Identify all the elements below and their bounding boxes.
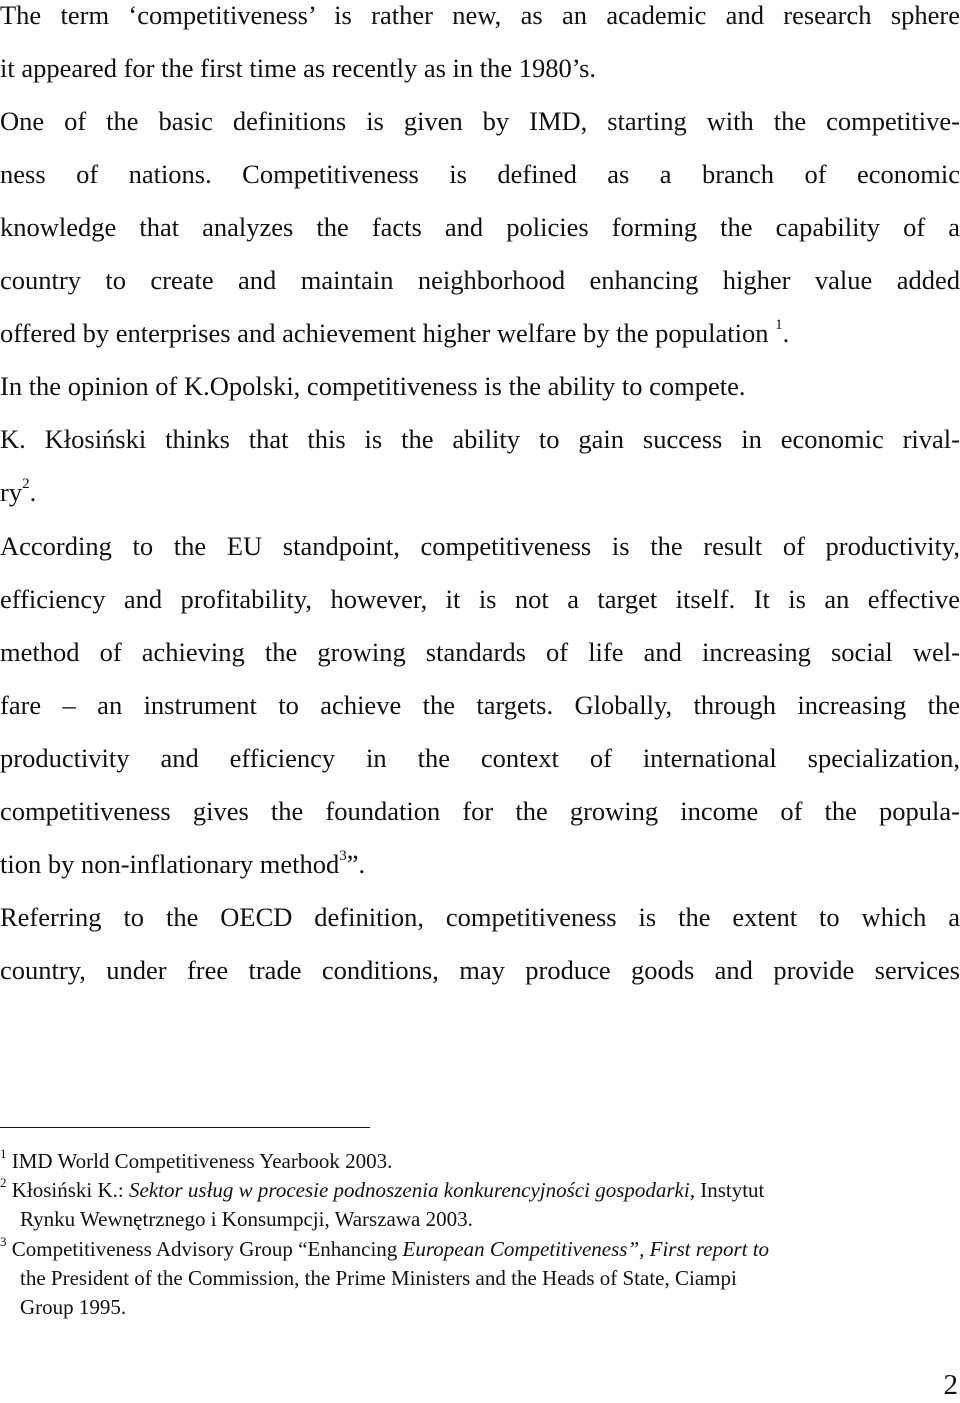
body-line-4: ness of nations. Competitiveness is defined as a branch of economic <box>0 159 960 189</box>
body-line-9: K. Kłosiński thinks that this is the ability to gain success in economic rival- <box>0 424 960 454</box>
footnote-2-line-2: Rynku Wewnętrznego i Konsumpcji, Warszawa 2003. <box>20 1207 473 1231</box>
body-line-10-tail: . <box>29 477 37 507</box>
footnote-1-text: IMD World Competitiveness Yearbook 2003. <box>11 1149 393 1173</box>
body-line-2: it appeared for the first time as recently as in the 1980’s. <box>0 53 597 83</box>
body-line-13: method of achieving the growing standards of life and increasing social wel- <box>0 637 960 667</box>
body-line-8: In the opinion of K.Opolski, competitiveness is the ability to compete. <box>0 371 746 401</box>
body-line-19: country, under free trade conditions, may produce goods and provide services <box>0 955 960 985</box>
footnote-3-title: European Competitiveness”, First report to <box>402 1237 770 1261</box>
body-line-11: According to the EU standpoint, competitiveness is the result of productivity, <box>0 531 960 561</box>
body-line-16: competitiveness gives the foundation for the growing income of the popula- <box>0 796 960 826</box>
body-line-15: productivity and efficiency in the context of international specialization, <box>0 743 960 773</box>
body-line-1: The term ‘competitiveness’ is rather new, as an academic and research sphere <box>0 0 960 30</box>
body-line-17-text: tion by non-inflationary method <box>0 849 340 879</box>
footnote-2-rest: Instytut <box>694 1178 765 1202</box>
body-line-3: One of the basic definitions is given by IMD, starting with the competitive- <box>0 106 960 136</box>
footnote-ref-1: 1 <box>775 317 783 334</box>
body-line-10 <box>0 466 960 519</box>
body-line-14: fare – an instrument to achieve the targets. Globally, through increasing the <box>0 690 960 720</box>
footnote-ref-3: 3 <box>339 848 347 865</box>
footnote-1-marker: 1 <box>0 1146 7 1161</box>
body-line-18: Referring to the OECD definition, competitiveness is the extent to which a <box>0 902 960 932</box>
footnote-2-title: Sektor usług w procesie podnoszenia konkurencyjności gospodarki, <box>129 1178 695 1202</box>
body-line-17-tail: ”. <box>346 849 366 879</box>
footnote-3 <box>0 1235 960 1264</box>
body-line-12: efficiency and profitability, however, it is not a target itself. It is an effective <box>0 584 960 614</box>
page-number: 2 <box>943 1369 958 1401</box>
footnote-ref-2: 2 <box>22 476 30 493</box>
footnote-1 <box>0 1147 960 1176</box>
body-line-7 <box>0 307 960 360</box>
footnote-2-marker: 2 <box>0 1175 7 1190</box>
footnote-2 <box>0 1176 960 1205</box>
footnote-separator <box>0 1127 370 1128</box>
body-line-7-text: offered by enterprises and achievement higher welfare by the population <box>0 318 769 348</box>
footnote-2-author: Kłosiński K.: <box>11 1178 130 1202</box>
footnote-3-line-2: the President of the Commission, the Prime Ministers and the Heads of State, Ciampi <box>20 1266 737 1290</box>
body-line-5: knowledge that analyzes the facts and policies forming the capability of a <box>0 212 960 242</box>
footnote-3-line-3: Group 1995. <box>20 1295 127 1319</box>
footnote-3-marker: 3 <box>0 1234 7 1249</box>
body-line-7-tail: . <box>782 318 790 348</box>
footnote-3-start: Competitiveness Advisory Group “Enhancing <box>11 1237 403 1261</box>
body-line-17 <box>0 838 960 891</box>
body-line-10-text: ry <box>0 477 23 507</box>
body-line-6: country to create and maintain neighborhood enhancing higher value added <box>0 265 960 295</box>
